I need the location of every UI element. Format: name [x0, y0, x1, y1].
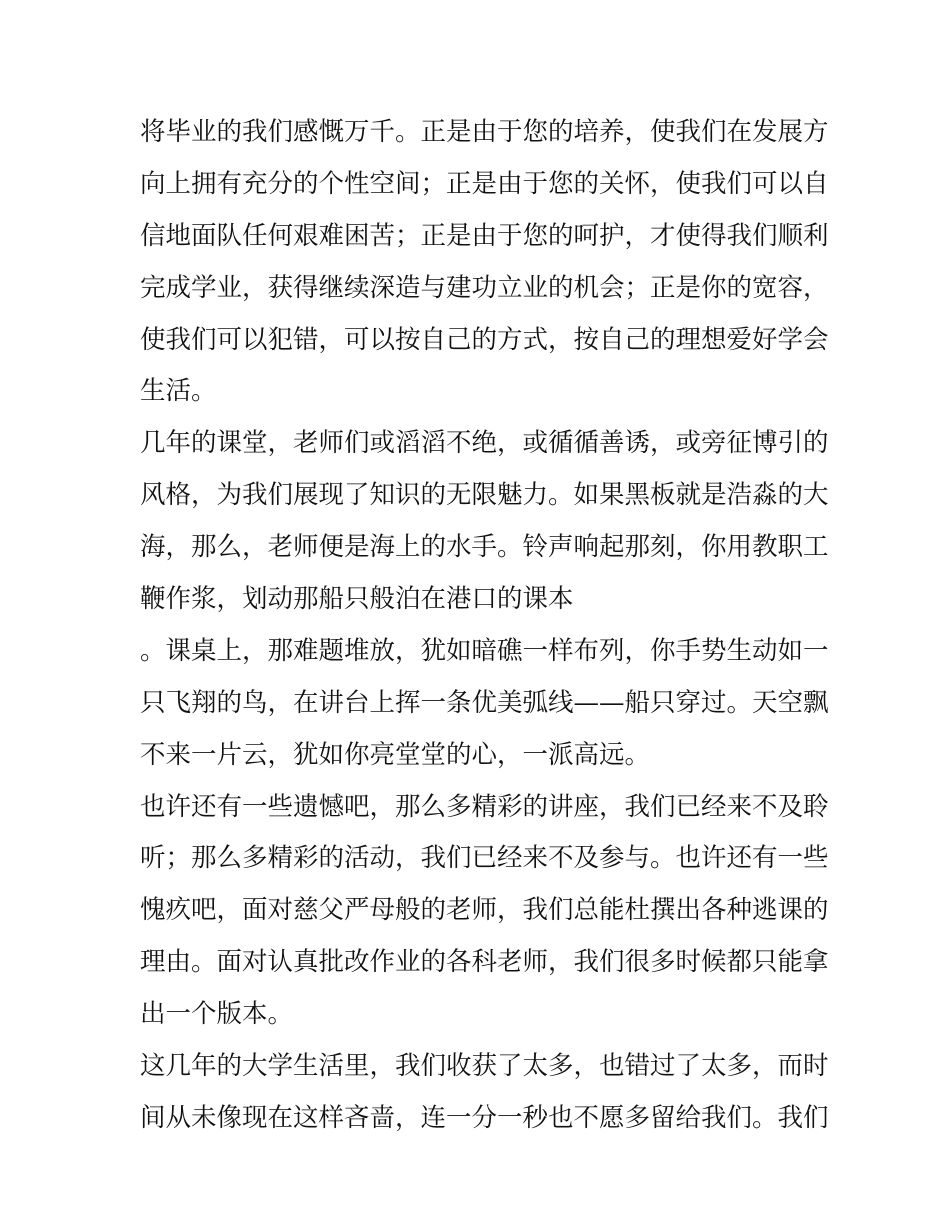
- text-line: 不来一片云，犹如你亮堂堂的心，一派高远。: [140, 739, 651, 770]
- text-line: 理由。面对认真批改作业的各科老师，我们很多时候都只能拿: [140, 947, 829, 978]
- text-line: 鞭作浆，划动那船只般泊在港口的课本: [140, 584, 574, 615]
- text-line: 间从未像现在这样吝啬，连一分一秒也不愿多留给我们。我们: [140, 1102, 829, 1133]
- text-line: 出一个版本。: [140, 999, 294, 1030]
- text-line: 只飞翔的鸟，在讲台上挥一条优美弧线——船只穿过。天空飘: [140, 687, 829, 718]
- text-line: 。课桌上，那难题堆放，犹如暗礁一样布列，你手势生动如一: [140, 635, 829, 666]
- text-line: 完成学业，获得继续深造与建功立业的机会；正是你的宽容，: [140, 272, 829, 303]
- body-text: [140, 107, 829, 1145]
- text-line: 海，那么，老师便是海上的水手。铃声响起那刻，你用教职工: [140, 532, 829, 563]
- text-line: 将毕业的我们感慨万千。正是由于您的培养，使我们在发展方: [140, 117, 829, 147]
- text-line: 也许还有一些遗憾吧，那么多精彩的讲座，我们已经来不及聆: [140, 791, 829, 822]
- text-line: 向上拥有充分的个性空间；正是由于您的关怀，使我们可以自: [140, 168, 829, 199]
- text-line: 生活。: [140, 376, 217, 407]
- text-line: 信地面队任何艰难困苦；正是由于您的呵护，才使得我们顺利: [140, 220, 829, 251]
- text-line: 愧疚吧，面对慈父严母般的老师，我们总能杜撰出各种逃课的: [140, 895, 829, 926]
- text-line: 使我们可以犯错，可以按自己的方式，按自己的理想爱好学会: [140, 324, 829, 355]
- text-line: 几年的课堂，老师们或滔滔不绝，或循循善诱，或旁征博引的: [140, 428, 829, 459]
- text-line: 这几年的大学生活里，我们收获了太多，也错过了太多，而时: [140, 1051, 829, 1082]
- text-line: 听；那么多精彩的活动，我们已经来不及参与。也许还有一些: [140, 843, 829, 874]
- text-line: 风格，为我们展现了知识的无限魅力。如果黑板就是浩淼的大: [140, 480, 829, 511]
